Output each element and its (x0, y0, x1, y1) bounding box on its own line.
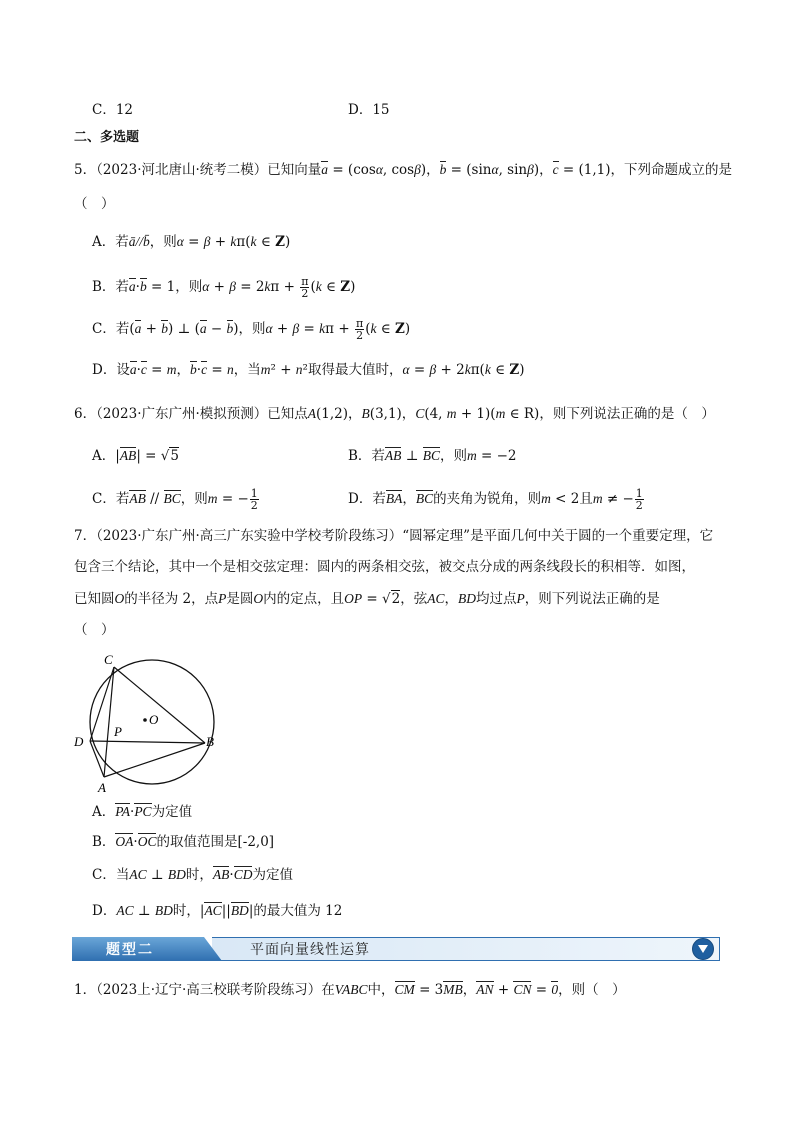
banner-tag: 题型二 (106, 942, 154, 958)
q7-option-d[interactable]: D．AC ⊥ BD时，|AC||BD|的最大值为 12 (92, 903, 343, 919)
q4-option-c: C．12 (92, 102, 134, 118)
q7-stem-line1: 7．（2023·广东广州·高三广东实验中学校考阶段练习）“圆幂定理”是平面几何中关于圆的一个重要定理，它 (74, 528, 714, 544)
q5-option-b[interactable]: B．若a·b = 1，则α + β = 2kπ + $\frac{\pi}{2}$ (k ∈ Z) (92, 275, 356, 300)
label-c: C (104, 652, 113, 667)
label-d: D (74, 734, 84, 749)
q7-option-c[interactable]: C．当AC ⊥ BD时，AB·CD为定值 (92, 867, 293, 883)
label-o: O (149, 712, 159, 727)
section-banner (72, 937, 720, 961)
q5-stem: 5．（2023·河北唐山·统考二模）已知向量a = (cosα, cosβ)，b = (sinα, sinβ)，c = (1,1)，下列命题成立的是 (74, 162, 733, 178)
q7-option-a[interactable]: A．PA·PC为定值 (92, 804, 193, 820)
section-heading: 二、多选题 (74, 130, 140, 145)
q4-option-d: D．15 (348, 102, 390, 118)
q6-option-a[interactable]: A．|AB| = √5 (92, 448, 179, 464)
q7-stem-line2: 包含三个结论，其中一个是相交弦定理：圆内的两条相交弦，被交点分成的两条线段长的积相等．如图， (74, 559, 695, 575)
q7-option-b[interactable]: B．OA·OC的取值范围是[-2,0] (92, 834, 275, 850)
chevron-down-icon[interactable] (692, 938, 714, 960)
q5-paren: （ ） (74, 196, 115, 212)
q7-paren: （ ） (74, 622, 115, 638)
banner-title: 平面向量线性运算 (250, 942, 370, 958)
q7-circle-figure (70, 648, 230, 796)
q5-option-a[interactable]: A．若ā//b̄，则α = β + kπ(k ∈ Z) (92, 234, 291, 250)
q5-option-c[interactable]: C．若(a + b) ⊥ (a − b)，则α + β = kπ + $\frac{\pi}{2}$ (k ∈ Z) (92, 317, 411, 342)
label-a: A (98, 780, 106, 795)
next-question-stem: 1．（2023上·辽宁·高三校联考阶段练习）在VABC中，CM = 3MB，AN + CN = 0，则（ ） (74, 982, 626, 998)
q7-stem-line3: 已知圆O的半径为 2，点P是圆O内的定点，且OP = √2，弦AC，BD均过点P，则下列说法正确的是 (74, 591, 660, 607)
q6-stem: 6．（2023·广东广州·模拟预测）已知点A(1,2)，B(3,1)，C(4, m + 1)(m ∈ R)，则下列说法正确的是（ ） (74, 406, 715, 422)
q6-option-b[interactable]: B．若AB ⊥ BC，则m = −2 (348, 448, 517, 464)
label-p: P (114, 724, 122, 739)
q6-option-c[interactable]: C．若AB // BC，则m = − $\frac{1}{2}$ (92, 487, 258, 512)
q5-option-d[interactable]: D．设a·c = m，b·c = n，当m² + n²取得最大值时，α = β + 2kπ(k ∈ Z) (92, 362, 525, 378)
label-b: B (206, 734, 214, 749)
q6-option-d[interactable]: D．若BA，BC的夹角为锐角，则m < 2且m ≠ − $\frac{1}{2}$ (348, 487, 643, 512)
